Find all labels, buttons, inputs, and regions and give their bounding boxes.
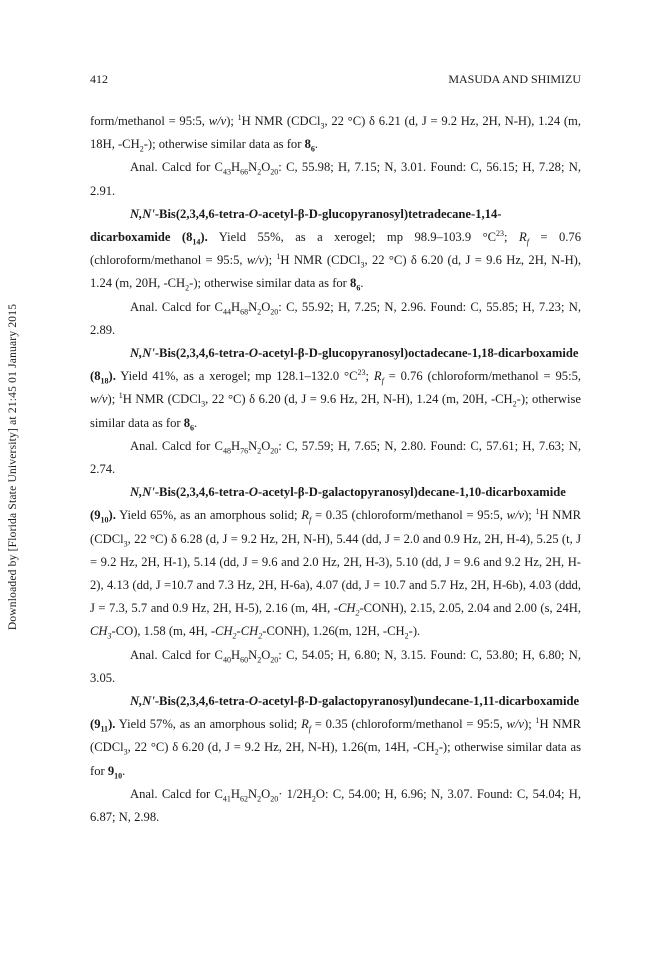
paragraph-analysis-8-14: Anal. Calcd for $C_{44}H_{68}N_2O_{20}$: C, 55.92; H, 7.25; N, 2.96. Found: C, 55.85; H, 7.23; N, 2.89. [90,299,581,337]
paragraph-compound-9-11: N,N'-Bis(2,3,4,6-tetra-O-acetyl-β-D-galactopyranosyl)undecane-1,11-dicarboxamide $(9_{11})$. Yield 57%, as an amorphous solid; $R_f = 0.35$ (chloroform/methanol = 95:5, w/v); $^1$H NMR (CDCl$_3$, 22 °C) δ 6.20 (d, J = 9.2 Hz, 2H, N-H), 1.26(m, 14H, $-CH_2-$); otherwise similar data as for $9_{10}$. [90,694,582,781]
paragraph-compound-8-18: N,N'-Bis(2,3,4,6-tetra-O-acetyl-β-D-glucopyranosyl)octadecane-1,18-dicarboxamide $(8_{18})$. Yield 41%, as a xerogel; mp 128.1–132.0 $^\circ C^{23}$; $R_f = 0.76$ (chloroform/methanol = 95:5, w/v); $^1$H NMR (CDCl$_3$, 22 °C) δ 6.20 (d, J = 9.6 Hz, 2H, N-H), 1.24 (m, 20H, $-CH_2-$); otherwise similar data as for $8_6$. [90,346,582,433]
paragraph-analysis-9-10: Anal. Calcd for $C_{40}H_{60}N_2O_{20}$: C, 54.05; H, 6.80; N, 3.15. Found: C, 53.80; H, 6.80; N, 3.05. [90,647,581,685]
paragraph-compound-8-14: N,N'-Bis(2,3,4,6-tetra-O-acetyl-β-D-glucopyranosyl)tetradecane-1,14-dicarboxamide $(8_{14})$. Yield 55%, as a xerogel; mp 98.9–103.9 $^\circ C^{23}$; $R_f = 0.76$ (chloroform/methanol = 95:5, w/v); $^1$H NMR (CDCl$_3$, 22 °C) δ 6.20 (d, J = 9.6 Hz, 2H, N-H), 1.24 (m, 20H, $-CH_2-$); otherwise similar data as for $8_6$. [90,206,582,293]
paragraph-compound-9-10: N,N'-Bis(2,3,4,6-tetra-O-acetyl-β-D-galactopyranosyl)decane-1,10-dicarboxamide $(9_{10})$. Yield 65%, as an amorphous solid; $R_f = 0.35$ (chloroform/methanol = 95:5, w/v); $^1$H NMR (CDCl$_3$, 22 °C) δ 6.28 (d, J = 9.2 Hz, 2H, N-H), 5.44 (dd, J = 2.0 and 0.9 Hz, 2H, H-4), 5.25 (t, J = 9.2 Hz, 2H, H-1), 5.14 (dd, J = 9.6 and 2.0 Hz, 2H, H-3), 5.10 (dd, J = 9.6 and 9.2 Hz, 2H, H-2), 4.13 (dd, J =10.7 and 7.3 Hz, 2H, H-6a), 4.07 (dd, J = 10.7 and 5.7 Hz, 2H, H-6b), 4.03 (ddd, J = 7.3, 5.7 and 0.9 Hz, 2H, H-5), 2.16 (m, 4H, $-CH_2-CONH$), 2.15, 2.05, 2.04 and 2.00 (s, 24H, $CH_3-CO$), 1.58 (m, 4H, $-CH_2-CH_2-CONH$), 1.26(m, 12H, $-CH_2-$). [90,485,581,641]
paragraph-analysis-8-12: Anal. Calcd for $C_{43}H_{66}N_2O_{20}$: C, 55.98; H, 7.15; N, 3.01. Found: C, 56.15; H, 7.28; N, 2.91. [90,160,581,198]
download-notice: Downloaded by [Florida State University] at 21:45 01 January 2015 [7,303,20,631]
paragraph-analysis-8-18: Anal. Calcd for $C_{48}H_{76}N_2O_{20}$: C, 57.59; H, 7.65; N, 2.80. Found: C, 57.61; H, 7.63; N, 2.74. [90,438,581,477]
page-header [90,72,581,87]
paragraph-nmr-8-12: form/methanol = 95:5, w/v); $^1$H NMR (CDCl$_3$, 22 °C) δ 6.21 (d, J = 9.2 Hz, 2H, N-H), 1.24 (m, 18H, $-CH_2-$); otherwise similar data as for $8_6$. [90,112,582,154]
body-text [90,110,581,829]
running-title: MASUDA AND SHIMIZU [448,72,581,86]
paragraph-analysis-9-11: Anal. Calcd for $C_{41}H_{62}N_2O_{20}\cdot 1/2H_2O$: C, 54.00; H, 6.96; N, 3.07. Found: C, 54.04; H, 6.87; N, 2.98. [90,786,582,825]
download-watermark [0,252,26,682]
page-number: 412 [90,72,108,86]
